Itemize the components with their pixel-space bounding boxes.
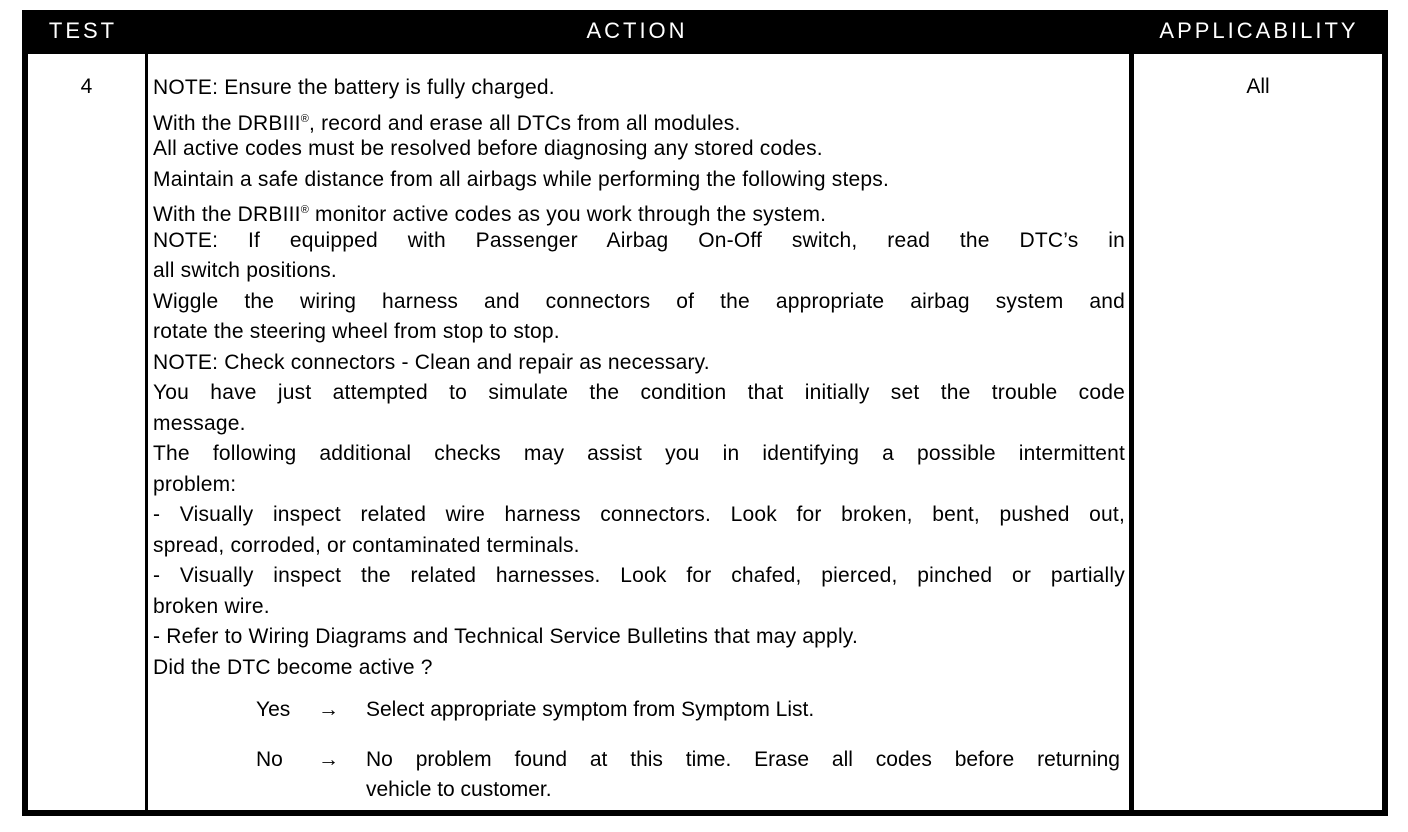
response-label: No — [256, 748, 283, 771]
response-label: Yes — [256, 698, 291, 721]
action-line: broken wire. — [153, 594, 270, 618]
response-text: No problem found at this time. Erase all codes before returning — [366, 748, 1120, 771]
action-line: With the DRBIII® monitor active codes as you work through the system. — [153, 203, 827, 226]
action-line: all switch positions. — [153, 259, 337, 282]
action-line: - Visually inspect the related harnesses. Look for chafed, pierced, pinched or partially — [153, 564, 1125, 587]
arrow-right-icon: → — [318, 748, 339, 771]
action-line: With the DRBIII®, record and erase all DTCs from all modules. — [153, 111, 741, 135]
response-text: Select appropriate symptom from Symptom List. — [366, 698, 815, 721]
action-line: problem: — [153, 472, 237, 496]
action-line: Maintain a safe distance from all airbags while performing the following steps. — [153, 167, 889, 191]
action-line: The following additional checks may assist you in identifying a possible intermittent — [153, 442, 1125, 465]
action-line: NOTE: If equipped with Passenger Airbag On-Off switch, read the DTC’s in — [153, 228, 1125, 252]
action-line: Did the DTC become active ? — [153, 655, 433, 679]
header-applicability: APPLICABILITY — [1159, 18, 1359, 43]
header-action: ACTION — [586, 18, 688, 43]
arrow-right-icon: → — [318, 698, 339, 721]
action-line: NOTE: Check connectors - Clean and repair as necessary. — [153, 350, 710, 374]
action-line: message. — [153, 411, 246, 435]
test-cell — [28, 54, 145, 810]
applicability-value: All — [1246, 75, 1270, 98]
action-cell — [148, 54, 1129, 810]
action-line: Wiggle the wiring harness and connectors of the appropriate airbag system and — [153, 289, 1125, 313]
action-line: NOTE: Ensure the battery is fully charged. — [153, 76, 555, 99]
action-line: - Refer to Wiring Diagrams and Technical Service Bulletins that may apply. — [153, 625, 858, 648]
action-line: rotate the steering wheel from stop to stop. — [153, 320, 560, 343]
header-test: TEST — [48, 18, 118, 43]
action-line: You have just attempted to simulate the condition that initially set the trouble code — [153, 381, 1125, 404]
test-number: 4 — [80, 75, 93, 98]
action-line: All active codes must be resolved before diagnosing any stored codes. — [153, 137, 823, 160]
applicability-cell — [1134, 54, 1382, 810]
action-text — [153, 75, 1125, 685]
response-text: vehicle to customer. — [366, 778, 552, 801]
diagnostic-table — [22, 10, 1388, 816]
action-line: spread, corroded, or contaminated terminals. — [153, 533, 580, 557]
action-line: - Visually inspect related wire harness connectors. Look for broken, bent, pushed out, — [153, 503, 1125, 526]
